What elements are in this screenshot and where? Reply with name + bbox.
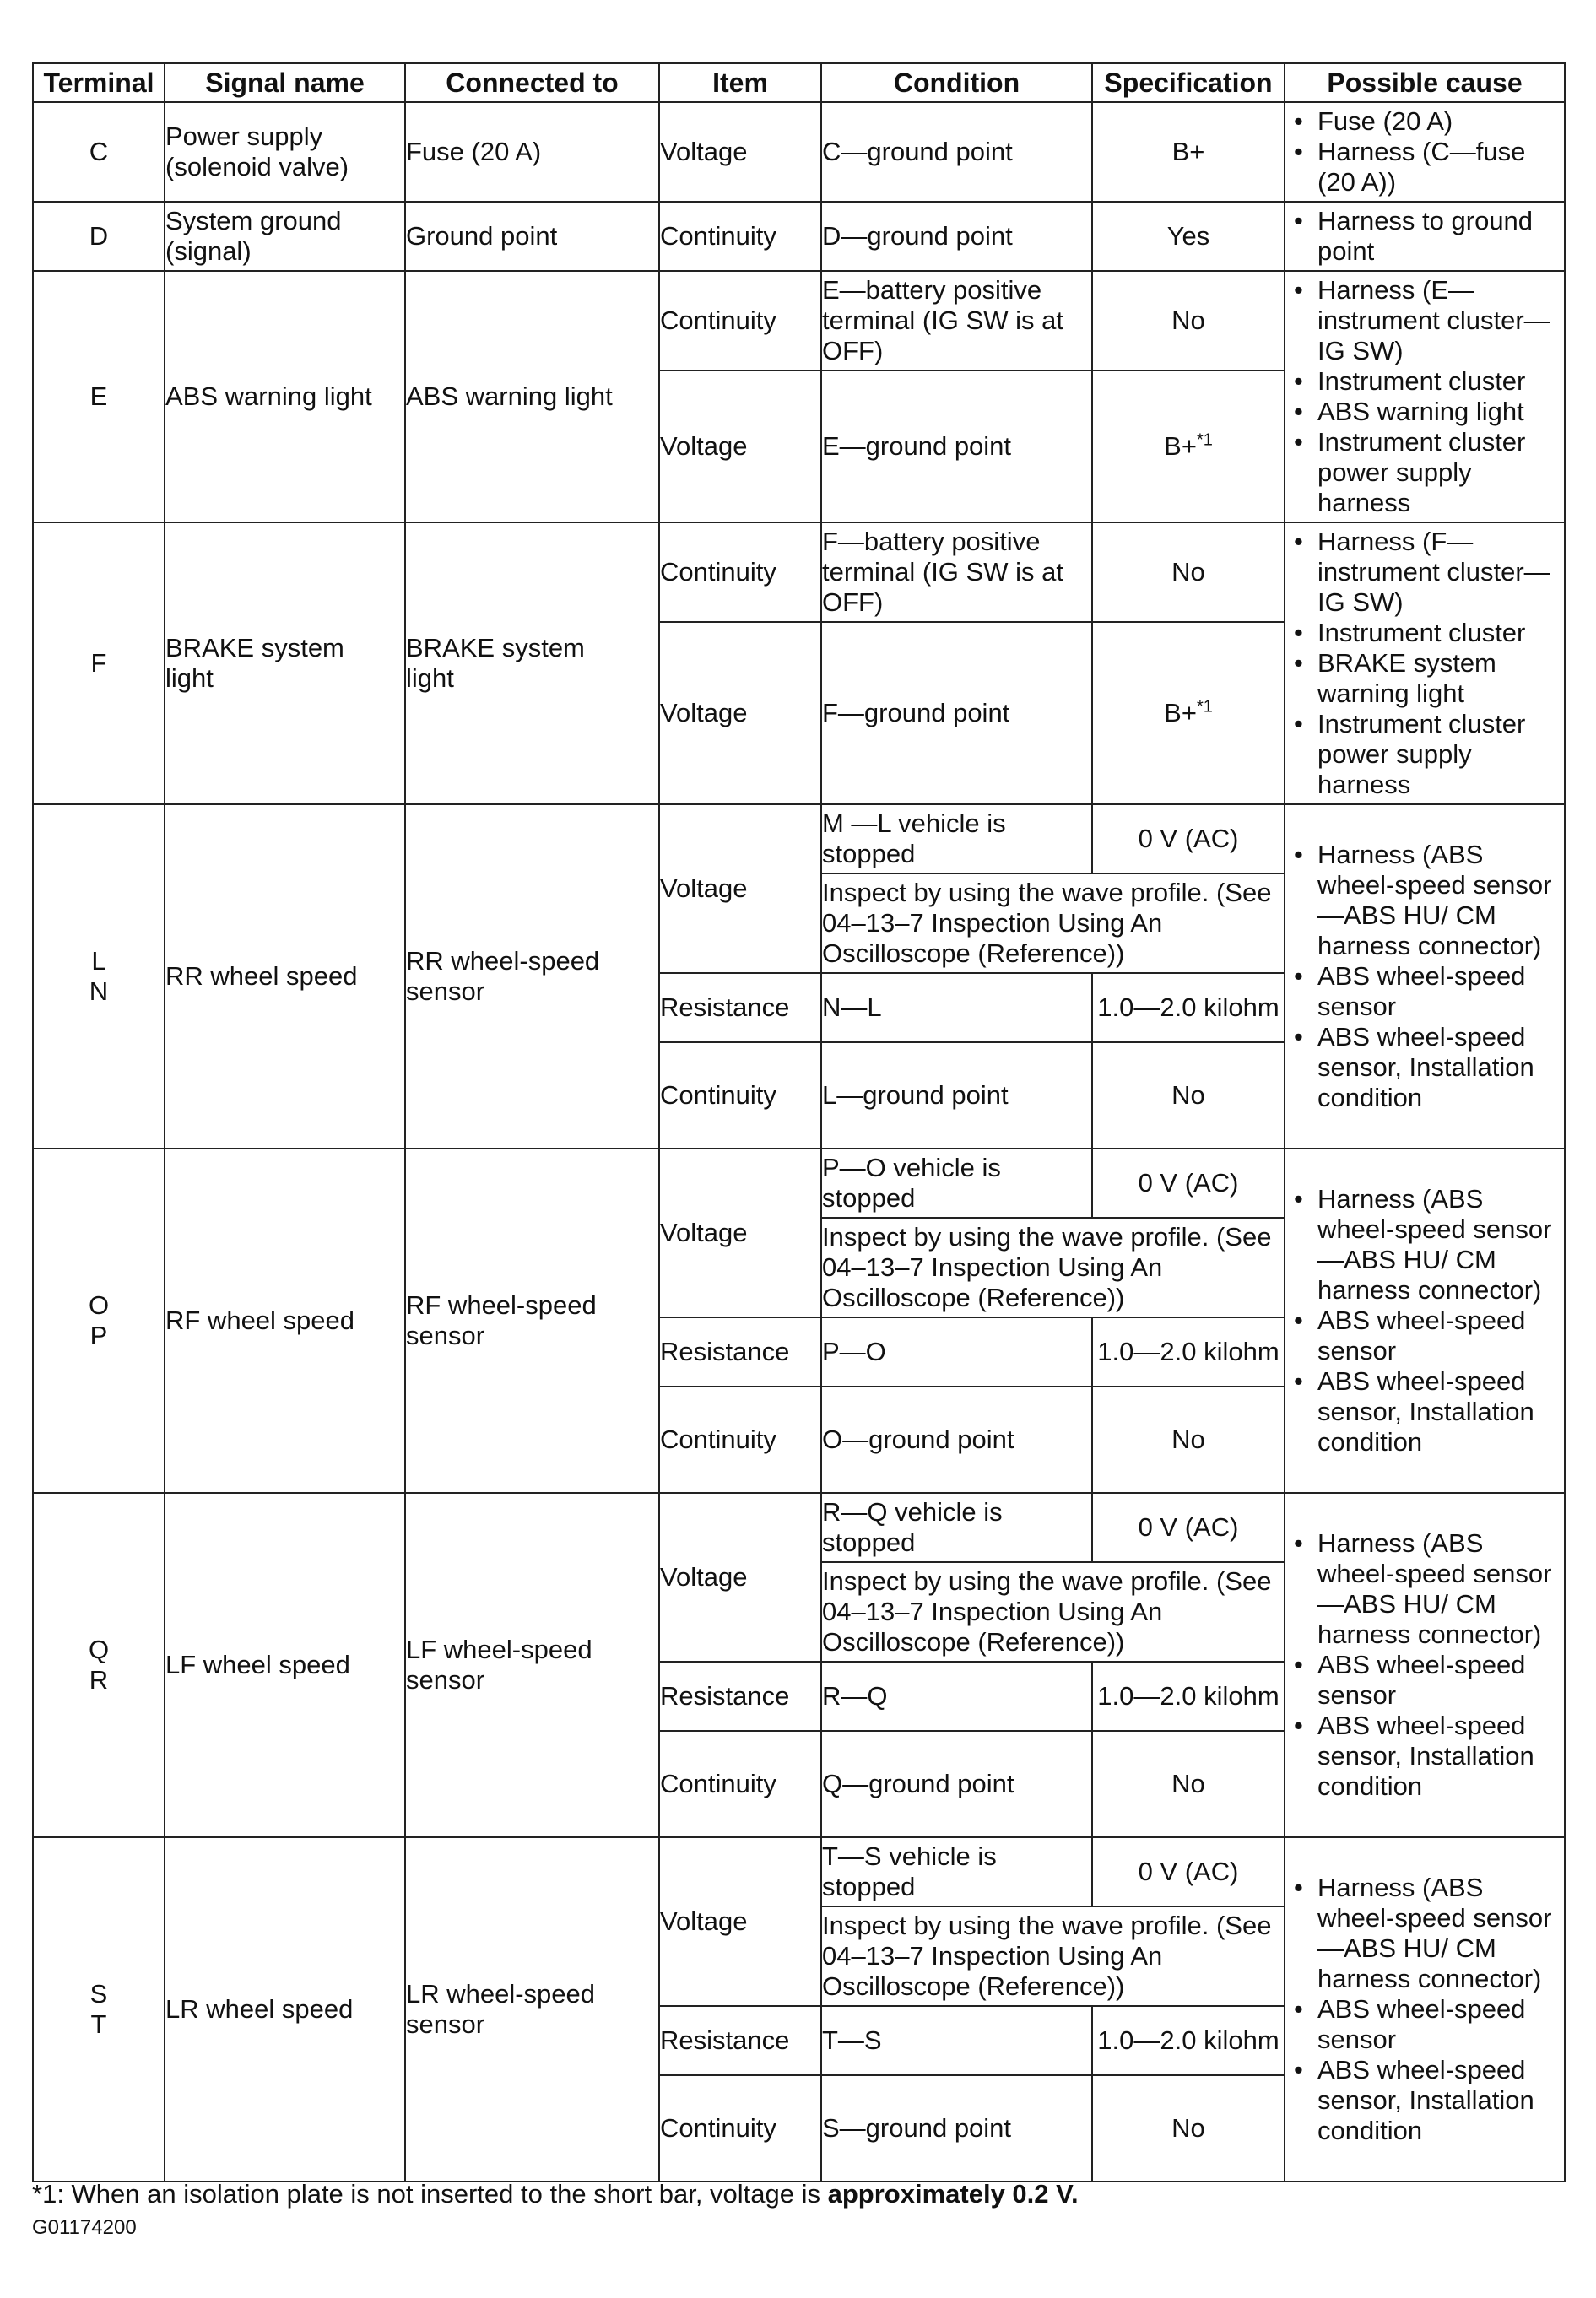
- table-row: [33, 102, 1565, 202]
- connected-to-cell: [405, 522, 659, 804]
- connected-to-cell: Ground point: [405, 202, 659, 271]
- signal-name-line: (signal): [165, 236, 252, 266]
- connected-to-cell: [405, 1149, 659, 1493]
- terminal-inspection-table: [32, 62, 1566, 2182]
- terminal-cell: E: [33, 271, 165, 522]
- item-cell: Continuity: [659, 202, 821, 271]
- condition-cell: R—Q vehicle is stopped: [821, 1493, 1092, 1562]
- item-cell: Voltage: [659, 804, 821, 973]
- header-specification: Specification: [1092, 63, 1285, 102]
- footnote: [32, 2179, 1079, 2209]
- terminal-cell: D: [33, 202, 165, 271]
- condition-cell: C—ground point: [821, 102, 1092, 202]
- connected-to-line: RR wheel-speed: [406, 946, 600, 976]
- connected-to-cell: Fuse (20 A): [405, 102, 659, 202]
- connected-to-cell: [405, 804, 659, 1149]
- condition-cell: R—Q: [821, 1662, 1092, 1731]
- item-cell: Continuity: [659, 271, 821, 370]
- cause-item: • Instrument cluster: [1294, 366, 1526, 396]
- specification-cell: No: [1092, 271, 1285, 370]
- connected-to-line: light: [406, 663, 454, 693]
- connected-to-line: sensor: [406, 1665, 485, 1695]
- table-row: [33, 202, 1565, 271]
- footnote-emphasis: approximately 0.2 V.: [827, 2179, 1079, 2209]
- possible-cause-cell: [1285, 1149, 1565, 1493]
- terminal-cell: [33, 1149, 165, 1493]
- cause-item: • Instrument cluster: [1294, 618, 1526, 647]
- cause-item: • Instrument cluster power supply harness: [1294, 709, 1526, 799]
- item-cell: Continuity: [659, 1731, 821, 1837]
- condition-cell: O—ground point: [821, 1387, 1092, 1493]
- header-signal-name: Signal name: [165, 63, 405, 102]
- signal-name-line: BRAKE system: [165, 633, 344, 662]
- signal-name-line: light: [165, 663, 214, 693]
- table-row: [33, 1149, 1565, 1218]
- header-item: Item: [659, 63, 821, 102]
- footnote-mark: *1: [32, 2179, 57, 2209]
- specification-cell: B+$^{*1}$: [1092, 370, 1285, 522]
- item-cell: Voltage: [659, 370, 821, 522]
- item-cell: Resistance: [659, 1317, 821, 1387]
- connected-to-line: BRAKE system: [406, 633, 585, 662]
- footnote-mark: *1: [1196, 430, 1213, 450]
- signal-name-cell: [165, 202, 405, 271]
- item-cell: Voltage: [659, 1149, 821, 1317]
- signal-name-cell: [165, 522, 405, 804]
- condition-cell: L—ground point: [821, 1042, 1092, 1149]
- item-cell: Resistance: [659, 2006, 821, 2075]
- specification-cell: B+$^{*1}$: [1092, 622, 1285, 804]
- possible-cause-cell: [1285, 202, 1565, 271]
- item-cell: Continuity: [659, 1387, 821, 1493]
- terminal-letter: N: [89, 976, 109, 1006]
- signal-name-line: Power supply: [165, 122, 323, 151]
- terminal-cell: C: [33, 102, 165, 202]
- terminal-cell: [33, 1493, 165, 1837]
- possible-cause-cell: [1285, 102, 1565, 202]
- connected-to-line: sensor: [406, 2009, 485, 2039]
- footnote-text: : When an isolation plate is not inserted to the short bar, voltage is: [57, 2179, 828, 2209]
- condition-cell: D—ground point: [821, 202, 1092, 271]
- signal-name-cell: LR wheel speed: [165, 1837, 405, 2182]
- figure-code: G01174200: [32, 2216, 137, 2239]
- header-row: [33, 63, 1565, 102]
- connected-to-cell: [405, 1837, 659, 2182]
- table-row: [33, 804, 1565, 873]
- specification-cell: 1.0—2.0 kilohm: [1092, 1662, 1285, 1731]
- table-row: [33, 1837, 1565, 1906]
- terminal-cell: F: [33, 522, 165, 804]
- possible-cause-cell: [1285, 522, 1565, 804]
- condition-cell: Q—ground point: [821, 1731, 1092, 1837]
- item-cell: Voltage: [659, 1493, 821, 1662]
- cause-item: • ABS wheel-speed sensor: [1294, 1650, 1526, 1710]
- condition-cell: M —L vehicle is stopped: [821, 804, 1092, 873]
- item-cell: Continuity: [659, 1042, 821, 1149]
- condition-cell: T—S: [821, 2006, 1092, 2075]
- connected-to-cell: ABS warning light: [405, 271, 659, 522]
- specification-cell: No: [1092, 522, 1285, 622]
- cause-item: • ABS wheel-speed sensor, Installation condition: [1294, 1711, 1534, 1801]
- table-row: [33, 1493, 1565, 1562]
- specification-cell: 1.0—2.0 kilohm: [1092, 1317, 1285, 1387]
- wave-profile-note: Inspect by using the wave profile. (See 04–13–7 Inspection Using An Oscilloscope (Reference)): [821, 1906, 1285, 2006]
- specification-cell: Yes: [1092, 202, 1285, 271]
- condition-cell: S—ground point: [821, 2075, 1092, 2182]
- inspection-page: [32, 62, 1564, 2182]
- connected-to-line: LR wheel-speed: [406, 1979, 596, 2009]
- terminal-letter: P: [89, 1321, 108, 1350]
- signal-name-cell: LF wheel speed: [165, 1493, 405, 1837]
- header-condition: Condition: [821, 63, 1092, 102]
- cause-item: • ABS wheel-speed sensor: [1294, 961, 1526, 1021]
- cause-item: • Fuse (20 A): [1294, 106, 1453, 136]
- item-cell: Voltage: [659, 102, 821, 202]
- specification-cell: 1.0—2.0 kilohm: [1092, 2006, 1285, 2075]
- cause-item: • ABS wheel-speed sensor, Installation condition: [1294, 1022, 1534, 1112]
- specification-cell: 0 V (AC): [1092, 1149, 1285, 1218]
- wave-profile-note: Inspect by using the wave profile. (See 04–13–7 Inspection Using An Oscilloscope (Reference)): [821, 1218, 1285, 1317]
- cause-item: • ABS wheel-speed sensor: [1294, 1994, 1526, 2054]
- item-cell: Voltage: [659, 1837, 821, 2006]
- terminal-letter: R: [89, 1665, 109, 1695]
- condition-cell: N—L: [821, 973, 1092, 1042]
- specification-cell: 0 V (AC): [1092, 1837, 1285, 1906]
- signal-name-line: (solenoid valve): [165, 152, 349, 181]
- table-row: [33, 271, 1565, 370]
- condition-cell: T—S vehicle is stopped: [821, 1837, 1092, 1906]
- footnote-mark: *1: [1196, 697, 1213, 716]
- cause-item: • Harness (ABS wheel-speed sensor—ABS HU/ CM harness connector): [1294, 1184, 1552, 1305]
- header-possible-cause: Possible cause: [1285, 63, 1565, 102]
- possible-cause-cell: [1285, 1837, 1565, 2182]
- header-terminal: Terminal: [33, 63, 165, 102]
- condition-cell: E—ground point: [821, 370, 1092, 522]
- specification-cell: No: [1092, 1731, 1285, 1837]
- terminal-cell: [33, 1837, 165, 2182]
- terminal-letter: O: [88, 1290, 110, 1320]
- terminal-letter: Q: [88, 1635, 110, 1664]
- cause-item: • Harness to ground point: [1294, 206, 1534, 266]
- specification-cell: B+: [1092, 102, 1285, 202]
- cause-item: • Instrument cluster power supply harness: [1294, 427, 1526, 517]
- terminal-letter: T: [90, 2009, 107, 2039]
- terminal-cell: [33, 804, 165, 1149]
- connected-to-line: sensor: [406, 976, 485, 1006]
- specification-cell: No: [1092, 2075, 1285, 2182]
- condition-cell: F—ground point: [821, 622, 1092, 804]
- specification-cell: 0 V (AC): [1092, 804, 1285, 873]
- possible-cause-cell: [1285, 804, 1565, 1149]
- wave-profile-note: Inspect by using the wave profile. (See 04–13–7 Inspection Using An Oscilloscope (Reference)): [821, 873, 1285, 973]
- cause-item: • ABS warning light: [1294, 397, 1524, 426]
- connected-to-line: RF wheel-speed: [406, 1290, 597, 1320]
- specification-cell: 1.0—2.0 kilohm: [1092, 973, 1285, 1042]
- cause-item: • ABS wheel-speed sensor, Installation condition: [1294, 2055, 1534, 2145]
- signal-name-cell: ABS warning light: [165, 271, 405, 522]
- item-cell: Continuity: [659, 2075, 821, 2182]
- cause-item: • ABS wheel-speed sensor, Installation condition: [1294, 1366, 1534, 1457]
- wave-profile-note: Inspect by using the wave profile. (See 04–13–7 Inspection Using An Oscilloscope (Reference)): [821, 1562, 1285, 1662]
- cause-item: • Harness (ABS wheel-speed sensor—ABS HU/ CM harness connector): [1294, 1873, 1552, 1993]
- cause-item: • Harness (ABS wheel-speed sensor—ABS HU/ CM harness connector): [1294, 1528, 1552, 1649]
- cause-item: • Harness (C—fuse (20 A)): [1294, 137, 1526, 197]
- signal-name-cell: [165, 102, 405, 202]
- table-row: [33, 522, 1565, 622]
- connected-to-line: LF wheel-speed: [406, 1635, 592, 1664]
- connected-to-line: sensor: [406, 1321, 485, 1350]
- possible-cause-cell: [1285, 271, 1565, 522]
- specification-cell: 0 V (AC): [1092, 1493, 1285, 1562]
- item-cell: Resistance: [659, 1662, 821, 1731]
- item-cell: Resistance: [659, 973, 821, 1042]
- cause-item: • BRAKE system warning light: [1294, 648, 1496, 708]
- signal-name-line: System ground: [165, 206, 342, 235]
- condition-cell: P—O vehicle is stopped: [821, 1149, 1092, 1218]
- terminal-letter: S: [89, 1979, 108, 2009]
- specification-cell: No: [1092, 1042, 1285, 1149]
- specification-cell: No: [1092, 1387, 1285, 1493]
- cause-item: • Harness (ABS wheel-speed sensor—ABS HU/ CM harness connector): [1294, 840, 1552, 960]
- item-cell: Continuity: [659, 522, 821, 622]
- terminal-letter: L: [91, 946, 106, 976]
- cause-item: • Harness (F—instrument cluster—IG SW): [1294, 527, 1550, 617]
- signal-name-cell: RF wheel speed: [165, 1149, 405, 1493]
- condition-cell: F—battery positive terminal (IG SW is at OFF): [821, 522, 1092, 622]
- connected-to-cell: [405, 1493, 659, 1837]
- cause-item: • ABS wheel-speed sensor: [1294, 1306, 1526, 1365]
- condition-cell: P—O: [821, 1317, 1092, 1387]
- condition-cell: E—battery positive terminal (IG SW is at OFF): [821, 271, 1092, 370]
- header-connected-to: Connected to: [405, 63, 659, 102]
- item-cell: Voltage: [659, 622, 821, 804]
- signal-name-cell: RR wheel speed: [165, 804, 405, 1149]
- cause-item: • Harness (E—instrument cluster—IG SW): [1294, 275, 1550, 365]
- possible-cause-cell: [1285, 1493, 1565, 1837]
